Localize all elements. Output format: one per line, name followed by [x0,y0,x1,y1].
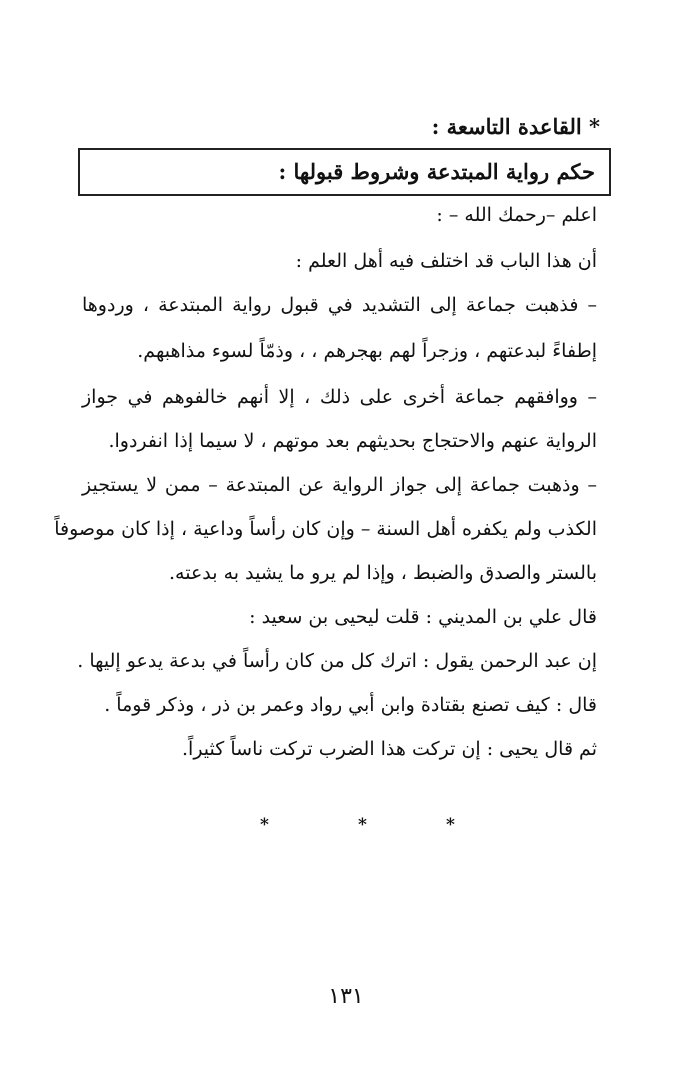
text-line: اعلم –رحمك الله – : [436,204,597,226]
text-line: أن هذا الباب قد اختلف فيه أهل العلم : [295,250,597,272]
section-separator [250,815,470,845]
rule-heading: * القاعدة التاسعة : [431,114,600,139]
text-line: – فذهبت جماعة إلى التشديد في قبول رواية المبتدعة ، وردوها [82,294,597,316]
boxed-heading: حكم رواية المبتدعة وشروط قبولها : [278,159,595,184]
text-line: ثم قال يحيى : إن تركت هذا الضرب تركت ناساً كثيراً. [182,738,597,760]
separator-star: * [260,815,269,835]
text-line: إطفاءً لبدعتهم ، وزجراً لهم بهجرهم ، ، وذمّاً لسوء مذاهبهم. [137,340,597,362]
text-line: قال علي بن المديني : قلت ليحيى بن سعيد : [249,606,597,628]
separator-star: * [358,815,367,835]
page-number: ١٣١ [328,984,364,1009]
text-line: – ووافقهم جماعة أخرى على ذلك ، إلا أنهم خالفوهم في جواز [82,386,597,408]
boxed-heading-frame [78,148,611,196]
text-line: بالستر والصدق والضبط ، وإذا لم يرو ما يشيد به بدعته. [168,562,597,584]
text-line: – وذهبت جماعة إلى جواز الرواية عن المبتدعة – ممن لا يستجيز [82,474,597,496]
text-line: إن عبد الرحمن يقول : اترك كل من كان رأساً في بدعة يدعو إليها . [77,650,597,672]
text-line: قال : كيف تصنع بقتادة وابن أبي رواد وعمر بن ذر ، وذكر قوماً . [104,694,597,716]
text-line: الكذب ولم يكفره أهل السنة – وإن كان رأساً وداعية ، إذا كان موصوفاً [54,518,597,540]
text-line: الرواية عنهم والاحتجاج بحديثهم بعد موتهم ، لا سيما إذا انفردوا. [108,430,597,452]
separator-star: * [446,815,455,835]
